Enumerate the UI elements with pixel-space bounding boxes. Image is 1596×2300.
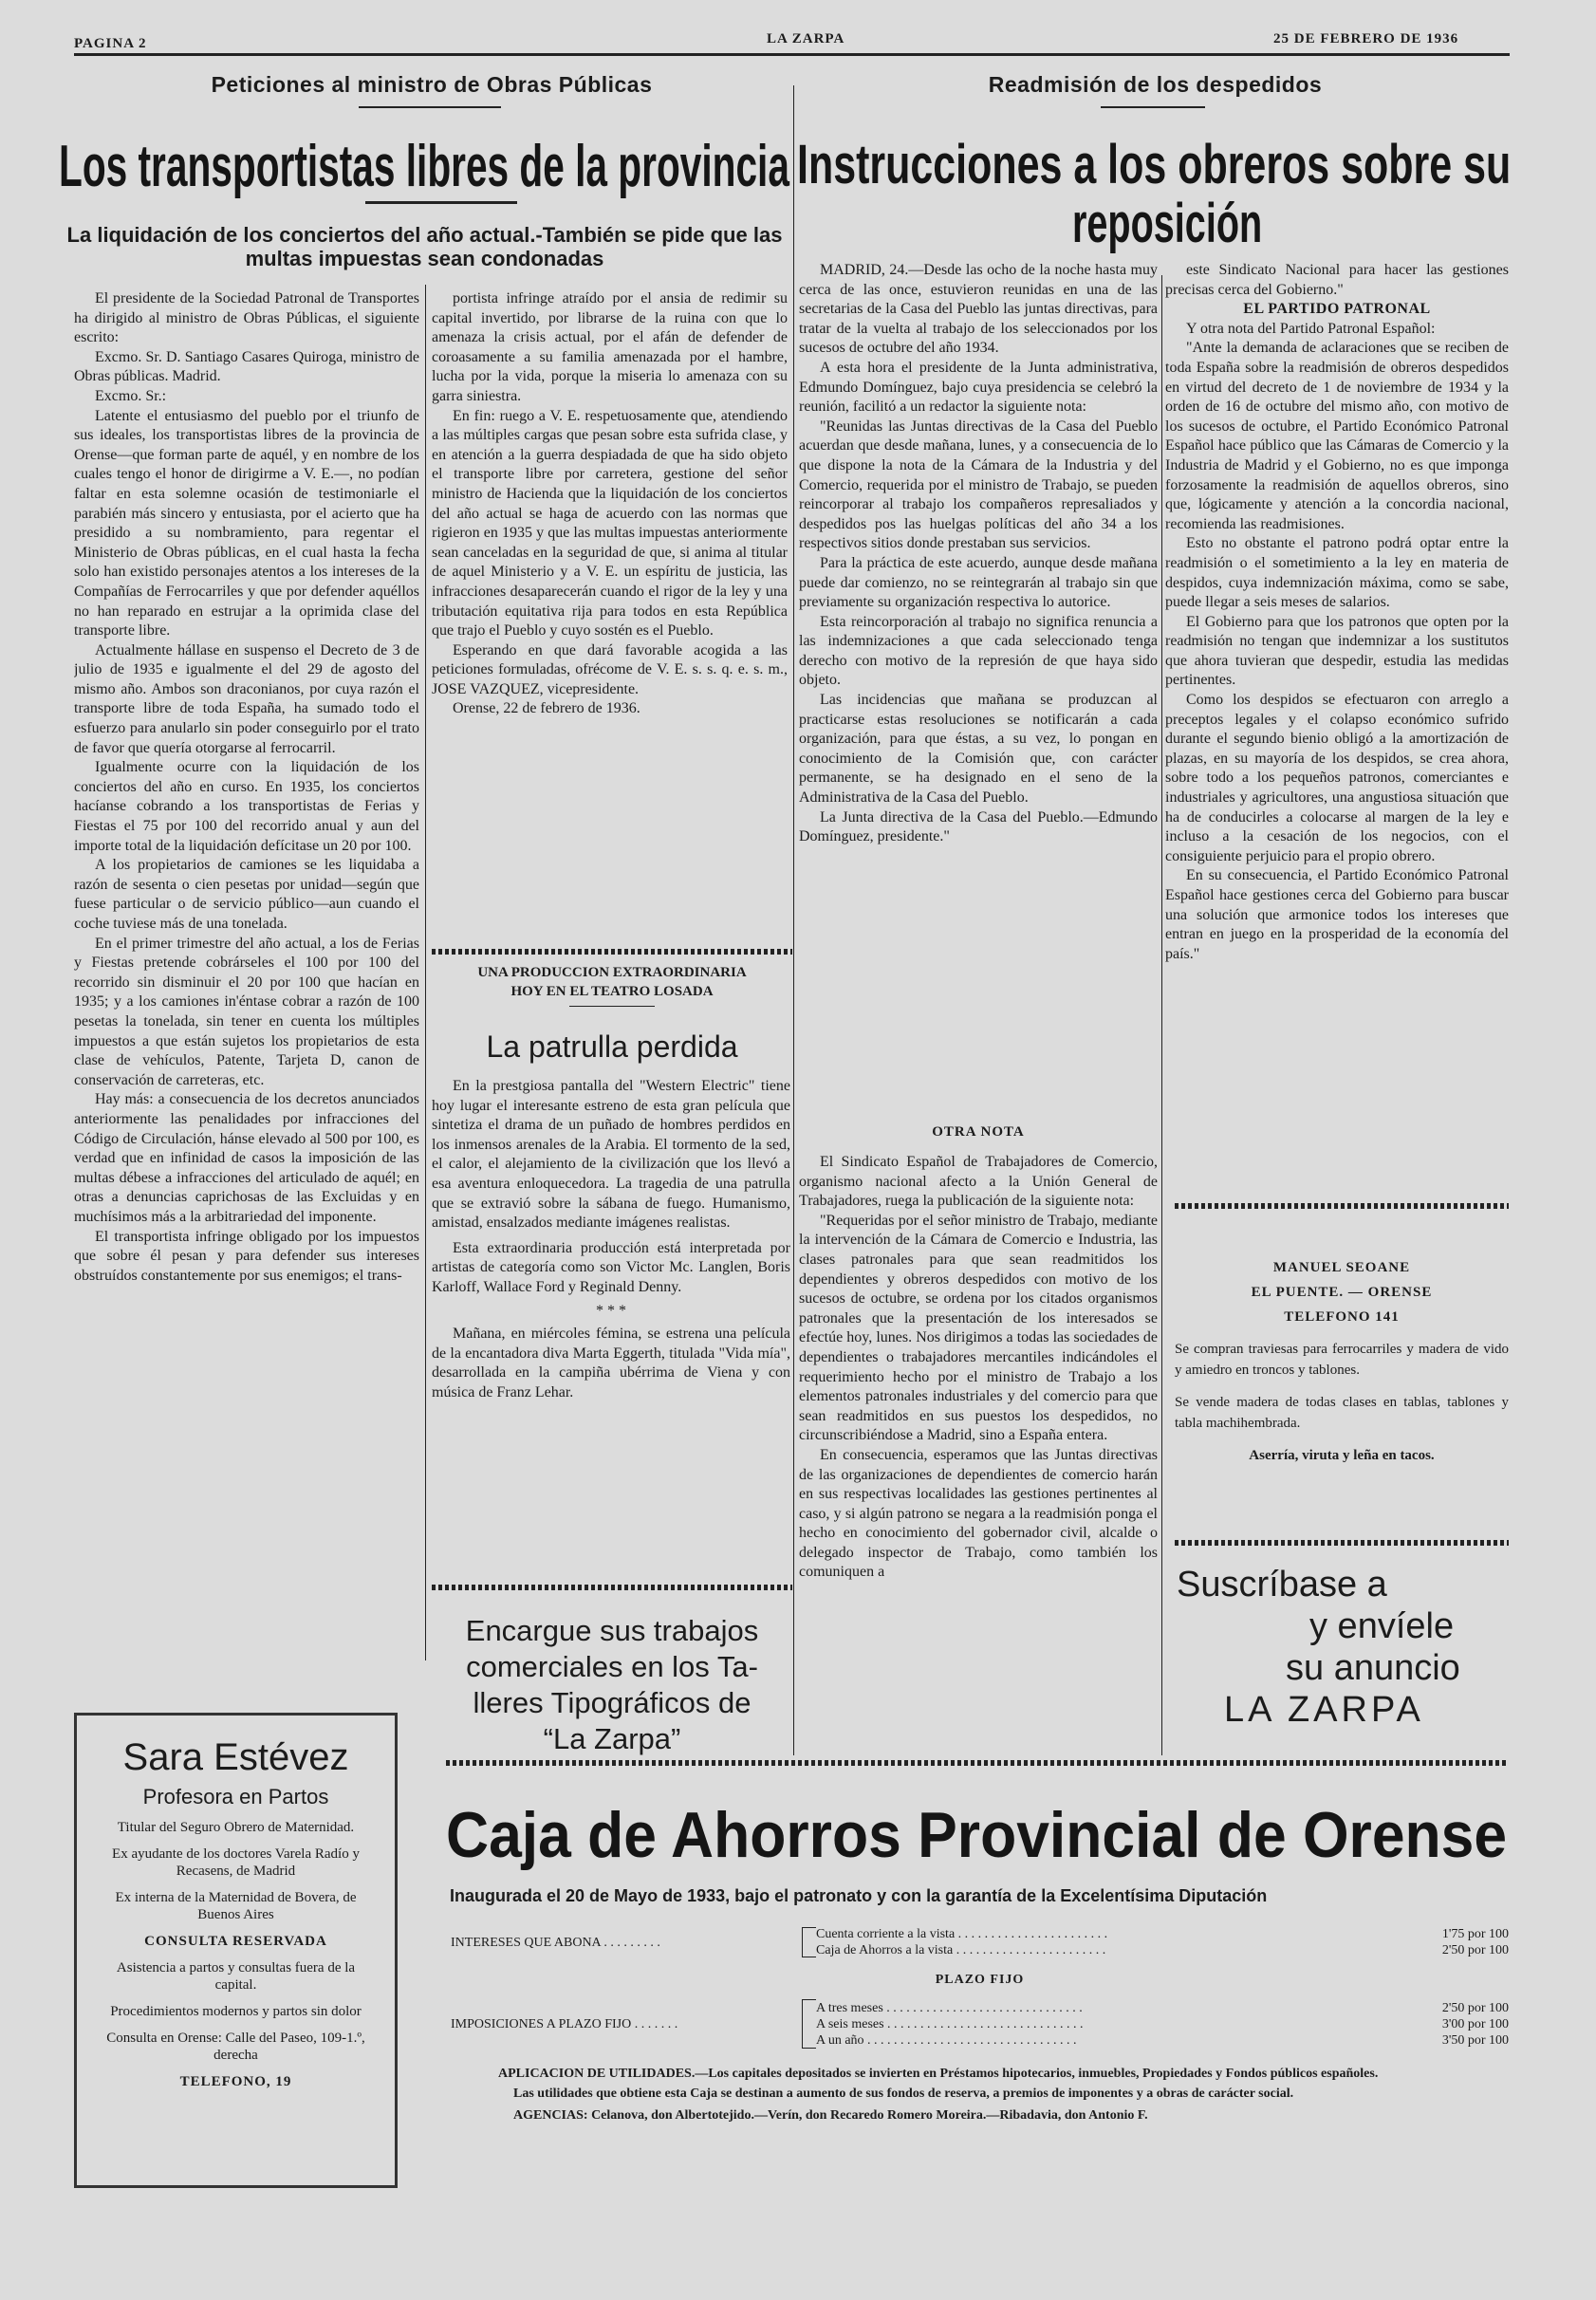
rate-label: Cuenta corriente a la vista . . . . . . . . . . . . . . . . . . . . . . . — [816, 1927, 1108, 1941]
caja-title: Caja de Ahorros Provincial de Orense — [446, 1799, 1508, 1871]
kicker-underline — [1101, 106, 1205, 108]
paragraph: Hay más: a consecuencia de los decretos anunciados anteriormente las penalidades por infracciones del Código de Circulación, hánse elevado al 500 por 100, es verdad que en infinidad de casos la imposición de las multas débese a infracciones del articulado de aquél; en otras a denuncias caprichosas de las Excluidas y en muchísimos más a la arbitrariedad del imponente. — [74, 1091, 419, 1225]
kicker-underline — [359, 106, 501, 108]
rate-value: 2'50 por 100 — [1441, 2000, 1509, 2015]
paragraph: Esta reincorporación al trabajo no significa renuncia a las indemnizaciones a que cada seleccionado tenga derecho con motivo de la represión de que haya sido objeto. — [799, 613, 1158, 689]
article1-column-1 — [74, 289, 419, 1684]
rates-label: IMPOSICIONES A PLAZO FIJO . . . . . . . — [451, 2016, 678, 2031]
rate-value: 2'50 por 100 — [1441, 1943, 1509, 1957]
paragraph: Y otra nota del Partido Patronal Español: — [1186, 320, 1436, 337]
short-rule — [569, 1006, 655, 1007]
rates-list — [816, 2000, 1509, 2049]
article2-headline-line2: reposición — [1072, 193, 1263, 254]
article2-column-1b — [799, 1153, 1158, 1760]
headline-underline — [365, 201, 517, 204]
rate-label: A seis meses . . . . . . . . . . . . . . . . . . . . . . . . . . . . . . — [816, 2016, 1084, 2031]
ad-line: Se vende madera de todas clases en tablas, tablones y tabla machihembrada. — [1175, 1395, 1509, 1431]
rate-value: 3'50 por 100 — [1441, 2032, 1509, 2048]
paragraph: En el primer trimestre del año actual, a los de Ferias y Fiestas pretende cobrárseles el 100 por 100 del recorrido sin disminuir el 20 por 100 que hacían en 1935; y a los camiones in'éntase cobrar a razón de 100 pesetas la tonelada, sin tener en cuenta los múltiples impuestos a que están sujetos los propietarios de esta clase de vehículos, Patente, Tarjeta D, canon de conservación de carreteras, etc. — [74, 935, 419, 1088]
paragraph: El Gobierno para que los patronos que opten por la readmisión no tengan que indemnizar a los sustitutos que ahora tuvieran que despedir, estudia las medidas pertinentes. — [1165, 613, 1509, 689]
paper-name: LA ZARPA — [767, 31, 845, 46]
caja-utilidades: Las utilidades que obtiene esta Caja se destinan a aumento de sus fondos de reserva, a premios de imponentes y a obras de carácter social. — [513, 2087, 1294, 2101]
paragraph: Como los despidos se efectuaron con arreglo a preceptos legales y el colapso económico sufrido durante el segundo bienio obligó a la amortización de plazas, en su mayoría de los despidos, se crea ahora, sobre todo a los pequeños patronos, comerciantes e industriales y agricultores, una angustiosa situación que ha de conducirles a colocarse al margen de la ley e incluso a la cesación de los negocios, con el consiguiente perjuicio para el propio obrero. — [1165, 692, 1509, 864]
rate-row — [816, 2000, 1509, 2016]
ad-line: Suscríbase a — [1177, 1565, 1387, 1604]
ad-line: CONSULTA RESERVADA — [144, 1934, 327, 1949]
rate-value: 1'75 por 100 — [1441, 1927, 1509, 1941]
paragraph: Esta extraordinaria producción está interpretada por artistas de categoría como son Victor Mc. Langlen, Boris Karloff, Wallace Ford y Reginald Denny. — [432, 1239, 790, 1295]
paragraph: El transportista infringe obligado por los impuestos que sobre él pesan y para defender sus intereses obstruídos constantemente por sus enemigos; el trans- — [74, 1228, 419, 1284]
dotted-divider — [1175, 1540, 1509, 1546]
paragraph: Excmo. Sr.: — [95, 387, 167, 404]
paragraph: Para la práctica de este acuerdo, aunque desde mañana puede dar comienzo, no se reintegrarán al trabajo sin que previamente su organización respectiva lo autorice. — [799, 554, 1158, 611]
article1-column-2 — [432, 289, 788, 920]
column-divider — [793, 85, 794, 1755]
rate-value: 3'00 por 100 — [1441, 2016, 1509, 2031]
rates-list — [816, 1926, 1509, 1958]
ad-line: Asistencia a partos y consultas fuera de la capital. — [116, 1960, 356, 1993]
ad-line: su anuncio — [1286, 1648, 1460, 1688]
ad-line: “La Zarpa” — [543, 1722, 681, 1755]
ad-line: Consulta en Orense: Calle del Paseo, 109-1.º, derecha — [106, 2031, 365, 2063]
rate-row — [816, 2016, 1509, 2032]
caja-agencias: AGENCIAS: Celanova, don Albertotejido.—Verín, don Recaredo Romero Moreira.—Ribadavia, don Antonio F. — [513, 2108, 1148, 2123]
paragraph: A esta hora el presidente de la Junta administrativa, Edmundo Domínguez, bajo cuya presidencia se celebró la reunión, facilitó a un redactor la siguiente nota: — [799, 359, 1158, 416]
ad-line: Aserría, viruta y leña en tacos. — [1249, 1448, 1435, 1463]
paragraph: La Junta directiva de la Casa del Pueblo.—Edmundo Domínguez, presidente." — [799, 808, 1158, 845]
theatre-kicker — [432, 963, 792, 1001]
column-divider — [1161, 275, 1162, 1755]
paragraph: Actualmente hállase en suspenso el Decreto de 3 de julio de 1935 e igualmente el del 29 de agosto del mismo año. Ambos son draconianos, por cuya razón el transporte libre de toda España, ha sumado todo el esfuerzo para anularlo sin poder conseguirlo por el trato de favor que quería otorgarse al ferrocarril. — [74, 641, 419, 756]
issue-date: 25 DE FEBRERO DE 1936 — [1273, 31, 1459, 46]
article2-column-2 — [1165, 261, 1509, 1205]
article1-headline: Los transportistas libres de la provincia — [59, 134, 789, 199]
paragraph: Igualmente ocurre con la liquidación de los conciertos del año en curso. En 1935, los conciertos hacíanse cobrando a los transportistas de Ferias y Fiestas el 75 por 100 del recorrido anual y aun del importe total de la liquidación defícitase un 20 por 100. — [74, 759, 419, 854]
otra-nota-title: OTRA NOTA — [932, 1124, 1025, 1140]
separator-stars: * * * — [596, 1302, 626, 1319]
ad-name: MANUEL SEOANE — [1272, 1260, 1411, 1275]
ad-line: Encargue sus trabajos — [465, 1614, 759, 1647]
ad-line: EL PUENTE. — ORENSE — [1251, 1285, 1433, 1300]
article2-kicker: Readmisión de los despedidos — [988, 72, 1323, 97]
rate-row — [816, 1942, 1509, 1958]
article1-kicker: Peticiones al ministro de Obras Públicas — [211, 72, 653, 97]
rate-label: A un año . . . . . . . . . . . . . . . . . . . . . . . . . . . . . . . . — [816, 2032, 1077, 2048]
ad-name: Sara Estévez — [122, 1736, 349, 1778]
masthead-rule — [74, 53, 1510, 56]
ad-line: TELEFONO 141 — [1284, 1309, 1400, 1325]
paragraph: portista infringe atraído por el ansia de redimir su capital invertido, por librarse de la ruina con que lo amenaza la crisis actual, por el afán de defender de coroasamente a su familia amenazada por el hambre, lucha por la vida, porque la miseria lo amenaza con su garra siniestra. — [432, 290, 788, 404]
sara-estevez-ad — [74, 1713, 398, 2188]
talleres-ad — [432, 1613, 792, 1757]
paragraph: El Sindicato Español de Trabajadores de Comercio, organismo nacional afecto a la Unión General de Trabajadores, ruega la publicación de la siguiente nota: — [799, 1154, 1158, 1210]
paragraph: El presidente de la Sociedad Patronal de Transportes ha dirigido al ministro de Obras Públicas, el siguiente escrito: — [74, 290, 419, 346]
dotted-divider — [446, 1760, 1509, 1766]
paragraph: Las incidencias que mañana se produzcan al practicarse estas resoluciones se notificarán a cada organización, para que éstas, a su vez, lo pongan en conocimiento de la Comisión que, con carácter permanente, se ha designado en el seno de la Administrativa de la Casa del Pueblo. — [799, 692, 1158, 807]
page-number: PAGINA 2 — [74, 36, 147, 51]
article2-headline-line1: Instrucciones a los obreros sobre su — [797, 134, 1512, 195]
article2-column-1 — [799, 261, 1158, 984]
ad-line: y envíele — [1309, 1606, 1455, 1646]
paragraph: "Reunidas las Juntas directivas de la Casa del Pueblo acuerdan que desde mañana, lunes, y a consecuencia de lo que dispone la nota de la Cámara de la Industria y del Comercio, requerida por el ministro de Trabajo, se pueden reincorporar al trabajo los compañeros represaliados y despedidos pos las huelgas políticas del año 34 a los respectivos sitios donde prestaban sus servicios. — [799, 417, 1158, 552]
ad-line: comerciales en los Ta- — [466, 1650, 758, 1683]
paragraph: En fin: ruego a V. E. respetuosamente que, atendiendo a las múltiples cargas que pesan sobre esta sufrida clase, y en atención a la guerra despiadada de que ha sido objeto el transporte libre por carretera, gestione del señor ministro de Hacienda que la liquidación de los conciertos del año actual se haga de acuerdo con las normas que rigieron en 1935 y que las multas impuestas anteriormente sean canceladas en la seguridad de que, si anima al titular de aquel Ministerio y a V. E. un espíritu de justicia, las infracciones desaparecerán cuando el rigor de la ley y una tributación equitativa rija para todos en esta República que trajo el Pueblo y cuyo sostén es el Pueblo. — [432, 407, 788, 640]
rate-row — [816, 1926, 1509, 1942]
ad-line: Procedimientos modernos y partos sin dolor — [110, 2004, 362, 2019]
theatre-title: La patrulla perdida — [486, 1029, 738, 1064]
rates-label: INTERESES QUE ABONA . . . . . . . . . — [451, 1935, 660, 1950]
ad-line: Se compran traviesas para ferrocarriles y madera de vido y amiedro en troncos y tablones. — [1175, 1342, 1509, 1378]
paragraph: Esto no obstante el patrono podrá optar entre la readmisión o el sometimiento a la ley en materia de despidos, cuya indemnización máxima, como se sabe, puede llegar a seis meses de salarios. — [1165, 535, 1509, 611]
brace — [802, 1999, 816, 2049]
paragraph: Latente el entusiasmo del pueblo por el triunfo de sus ideales, los transportistas libres de la provincia de Orense—que forman parte de aquél, y en nombre de los cuales tengo el honor de dirigirme a V. E.—, no podían faltar en esta solemne ocasión de testimoniarle el parabién más sincero y entusiasta, por el acierto que ha presidido a su nombramiento, para regentar el Ministerio de Obras públicas, en el cual hasta la fecha solo han existido personajes atentos a los intereses de la Compañías de Ferrocarriles y que por defender aquéllos no han reparado en estrujar a la oprimida clase del transporte libre. — [74, 407, 419, 640]
caja-aplicacion: APLICACION DE UTILIDADES.—Los capitales depositados se invierten en Préstamos hipotecarios, inmuebles, Propiedades y Fondos públicos españoles. — [498, 2067, 1379, 2081]
dateline: Orense, 22 de febrero de 1936. — [453, 700, 640, 717]
caja-subtitle: Inaugurada el 20 de Mayo de 1933, bajo el patronato y con la garantía de la Excelentísima Diputación — [450, 1886, 1268, 1905]
rate-label: A tres meses . . . . . . . . . . . . . . . . . . . . . . . . . . . . . . — [816, 2000, 1083, 2015]
dotted-divider — [432, 949, 792, 955]
kicker-line: HOY EN EL TEATRO LOSADA — [510, 984, 714, 999]
paragraph: "Ante la demanda de aclaraciones que se reciben de toda España sobre la readmisión de obreros despedidos en virtud del decreto de 1 de noviembre de 1934 y la orden de 16 de octubre del mismo año, con motivo de los sucesos de octubre, el Partido Económico Patronal Español hace público que las Cámaras de Comercio y la Industria de Madrid y el Gobierno, no es que imponga forzosamente la readmisión de aquellos obreros, sino que, lógicamente y atención a la concordia nacional, recomienda las readmisiones. — [1165, 340, 1509, 532]
ad-line: LA ZARPA — [1224, 1690, 1424, 1730]
paragraph: MADRID, 24.—Desde las ocho de la noche hasta muy cerca de las once, estuvieron reunidas en una de las secretarias de la Casa del Pueblo las juntas directivas, para tratar de la vuelta al trabajo de los seleccionados por los sucesos de octubre del año 1934. — [799, 262, 1158, 357]
paragraph: En la prestgiosa pantalla del "Western Electric" tiene hoy lugar el interesante estreno de esta gran película que sintetiza el drama de un puñado de hombres perdidos en los inmensos arenales de la Arabia. El tormento de la sed, el calor, el alejamiento de la civilización que los llevó a esa aventura enloquecedora. La tragedia de una patrulla que se extravió sobre la sábana de fuego. Humanismo, amistad, ensalzados mediante imágenes realistas. — [432, 1078, 790, 1232]
suscribase-ad — [1177, 1564, 1509, 1731]
plazo-fijo-label: PLAZO FIJO — [935, 1973, 1025, 1987]
theatre-text — [432, 1077, 790, 1561]
caja-rates — [451, 1926, 1509, 2124]
dotted-divider — [1175, 1203, 1509, 1209]
seoane-ad — [1175, 1257, 1509, 1466]
ad-line: lleres Tipográficos de — [473, 1686, 752, 1719]
paragraph: Mañana, en miércoles fémina, se estrena una película de la encantadora diva Marta Eggerth, titulada "Vida mía", desarrollada en la campiña ubérrima de Viena y con música de Franz Lehar. — [432, 1326, 790, 1400]
ad-title: Profesora en Partos — [142, 1785, 329, 1808]
paragraph: Esperando en que dará favorable acogida a las peticiones formuladas, ofrécome de V. E. s. s. q. e. s. m., JOSE VAZQUEZ, vicepresidente. — [432, 641, 788, 697]
article1-subhead: La liquidación de los conciertos del año actual.-También se pide que las multas impuestas sean condonadas — [66, 223, 783, 270]
rate-label: Caja de Ahorros a la vista . . . . . . . . . . . . . . . . . . . . . . . — [816, 1943, 1106, 1957]
paragraph: este Sindicato Nacional para hacer las gestiones precisas cerca del Gobierno." — [1165, 262, 1509, 298]
ad-line: Ex interna de la Maternidad de Bovera, de Buenos Aires — [115, 1890, 357, 1922]
column-divider — [425, 285, 426, 1660]
kicker-line: UNA PRODUCCION EXTRAORDINARIA — [477, 965, 747, 980]
paragraph: En consecuencia, esperamos que las Juntas directivas de las organizaciones de dependientes de comercio harán en sus respectivas localidades las gestiones pertinentes al caso, y si algún patrono se negara a la readmisión ponga el hecho en conocimiento del gobernador civil, alcalde o delegado inspector de Trabajo, como también los comuniquen a — [799, 1446, 1158, 1581]
paragraph: "Requeridas por el señor ministro de Trabajo, mediante la intervención de la Cámara de Comercio e Industria, las clases patronales para que sean readmitidos los dependientes y obreros despedidos con motivo de los sucesos de octubre, se ordena por los citados organismos patronales que la presentación de los interesados se efectúe hoy, lunes. Nos dirigimos a todas las sociedades de dependientes o trabajadores mercantiles indicándoles el requerimiento hecho por el ministro de Trabajo a los elementos patronales industriales y del comercio para que sean readmitidos en sus puestos los despedidos, no circunscribiéndose a Madrid, sino a España entera. — [799, 1212, 1158, 1444]
dotted-divider — [432, 1585, 792, 1590]
brace — [802, 1927, 816, 1957]
rate-row — [816, 2032, 1509, 2049]
ad-body — [77, 1809, 395, 2090]
paragraph: A los propietarios de camiones se les liquidaba a razón de sesenta o cien pesetas por unidad—según que fuese particular o de servicio público—aun cuando el coche tuviese más de una tonelada. — [74, 857, 419, 932]
ad-line: Ex ayudante de los doctores Varela Radío y Recasens, de Madrid — [112, 1846, 360, 1879]
subheading: EL PARTIDO PATRONAL — [1243, 301, 1431, 318]
paragraph: En su consecuencia, el Partido Económico Patronal Español hace gestiones cerca del Gobierno para buscar una solución que armonice todos los intereses que entran en juego en la prosperidad de la economía del país." — [1165, 867, 1509, 962]
ad-line: TELEFONO, 19 — [179, 2074, 292, 2089]
paragraph: Excmo. Sr. D. Santiago Casares Quiroga, ministro de Obras públicas. Madrid. — [74, 348, 419, 385]
ad-line: Titular del Seguro Obrero de Maternidad. — [117, 1820, 355, 1835]
